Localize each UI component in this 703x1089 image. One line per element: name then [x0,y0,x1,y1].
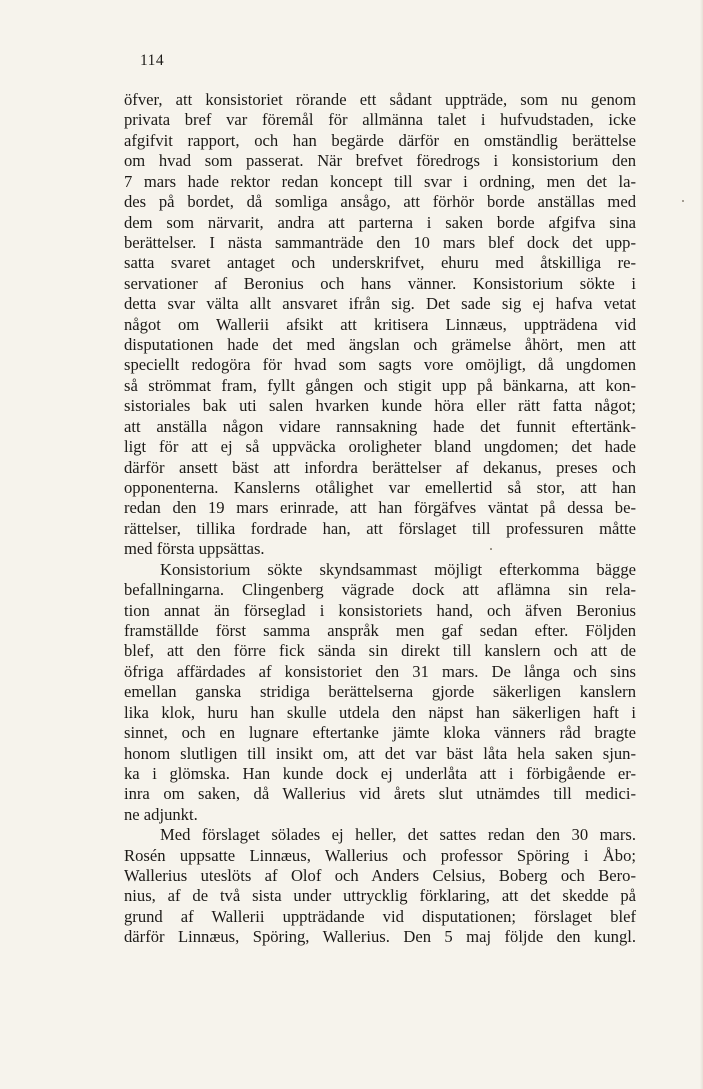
text-line: något om Wallerii afsikt att kritisera Linnæus, uppträdena vid [124,314,636,334]
paper-speck [490,548,492,550]
text-line: des på bordet, då somliga ansågo, att förhör borde anställas med [124,192,636,212]
text-line: med första uppsättas. [124,539,265,559]
text-line: sinnet, och en lugnare eftertanke jämte kloka vänners råd bragte [124,723,636,743]
text-line: ne adjunkt. [124,804,198,824]
body-text [124,90,636,948]
paper-speck [682,200,684,202]
text-line: blef, att den förre fick sända sin direkt till kanslern och att de [124,641,636,661]
text-line: Wallerius uteslöts af Olof och Anders Celsius, Boberg och Bero- [124,866,636,886]
text-line: öfriga affärdades af konsistoriet den 31 mars. De långa och sins [124,661,636,681]
text-line: sistoriales bak uti salen hvarken kunde höra eller rätt fatta något; [124,396,636,416]
text-line: öfver, att konsistoriet rörande ett sådant uppträde, som nu genom [124,90,636,109]
text-line: emellan ganska stridiga berättelserna gjorde säkerligen kanslern [124,682,636,702]
text-line: nius, af de två sista under uttrycklig förklaring, att det skedde på [124,886,636,906]
text-line: om hvad som passerat. När brefvet föredrogs i konsistorium den [124,151,636,171]
text-line: Med förslaget sölades ej heller, det sattes redan den 30 mars. [160,825,636,845]
text-line: befallningarna. Clingenberg vägrade dock att aflämna sin rela- [124,580,636,600]
text-line: ligt för att ej så uppväcka oroligheter bland ungdomen; det hade [124,437,636,457]
text-line: servationer af Beronius och hans vänner. Konsistorium sökte i [124,273,636,293]
text-line: att anställa någon vidare rannsakning hade det funnit eftertänk- [124,416,636,436]
text-line: så strömmat fram, fyllt gången och stigit upp på bänkarna, att kon- [124,375,636,395]
text-line: afgifvit rapport, och han begärde därför en omständlig berättelse [124,130,636,150]
text-line: Rosén uppsatte Linnæus, Wallerius och professor Spöring i Åbo; [124,845,636,865]
text-line: rättelser, tillika fordrade han, att förslaget till professuren måtte [124,518,636,538]
page-number: 114 [140,52,165,69]
text-line: berättelser. I nästa sammanträde den 10 mars blef dock det upp- [124,232,636,252]
text-line: Konsistorium sökte skyndsammast möjligt efterkomma bägge [160,559,636,579]
text-line: grund af Wallerii uppträdande vid disputationen; förslaget blef [124,906,636,926]
text-line: speciellt redogöra för hvad som sagts vore omöjligt, då ungdomen [124,355,636,375]
text-line: dem som närvarit, andra att parterna i saken borde afgifva sina [124,212,636,232]
text-line: opponenterna. Kanslerns otålighet var emellertid så stor, att han [124,478,636,498]
text-line: detta svar välta allt ansvaret ifrån sig. Det sade sig ej hafva vetat [124,294,636,314]
text-line: lika klok, huru han skulle utdela den näpst han säkerligen haft i [124,702,636,722]
text-line: redan den 19 mars erinrade, att han förgäfves väntat på dessa be- [124,498,636,518]
text-line: ka i glömska. Han kunde dock ej underlåta att i förbigående er- [124,763,636,783]
text-line: honom slutligen till insikt om, att det var bäst låta hela saken sjun- [124,743,636,763]
text-line: därför Linnæus, Spöring, Wallerius. Den 5 maj följde den kungl. [124,927,636,947]
text-line: satta svaret antaget och underskrifvet, ehuru med åtskilliga re- [124,253,636,273]
text-line: privata bref var föremål för allmänna talet i hufvudstaden, icke [124,110,636,130]
text-line: tion annat än förseglad i konsistoriets hand, och äfven Beronius [124,600,636,620]
text-line: därför ansett bäst att infordra berättelser af dekanus, preses och [124,457,636,477]
text-line: 7 mars hade rektor redan koncept till svar i ordning, men det la- [124,171,636,191]
text-line: framställde först samma anspråk men gaf sedan efter. Följden [124,620,636,640]
text-line: inra om saken, då Wallerius vid årets slut utnämdes till medici- [124,784,636,804]
text-line: disputationen hade det med ängslan och grämelse åhört, men att [124,335,636,355]
